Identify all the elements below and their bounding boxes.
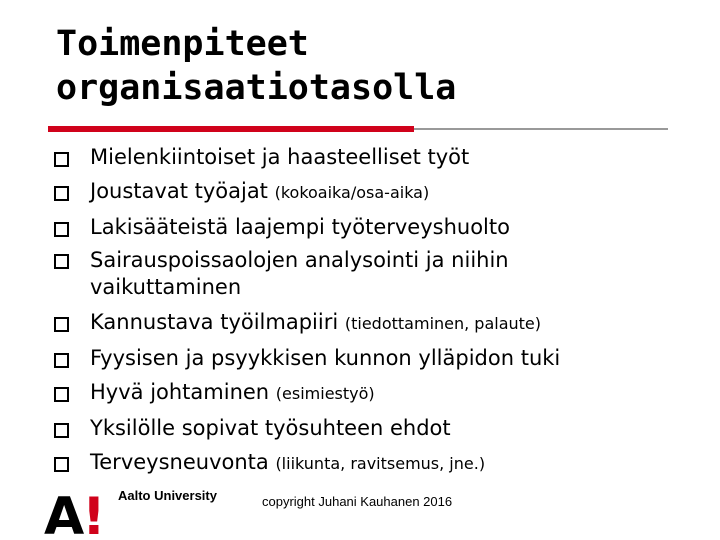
square-bullet-icon [54,353,69,368]
page-title [56,22,616,110]
bullet-item-3 [54,210,694,244]
bullet-text: Joustavat työajat [90,179,275,203]
square-bullet-icon [54,423,69,438]
title-divider-line [414,128,668,130]
bullet-text: Yksilölle sopivat työsuhteen ehdot [90,416,451,440]
title-divider [48,126,668,132]
bullet-note: (esimiestyö) [275,384,375,403]
square-bullet-icon [54,254,69,269]
bullet-item-5 [54,305,694,341]
bullet-item-9 [54,445,694,481]
bullet-item-7 [54,375,694,411]
square-bullet-icon [54,186,69,201]
bullet-note: (tiedottaminen, palaute) [344,314,542,333]
copyright-notice: copyright Juhani Kauhanen 2016 [262,494,453,509]
bullet-text: Mielenkiintoiset ja haasteelliset työt [90,145,470,169]
title-divider-accent [48,126,414,132]
square-bullet-icon [54,317,69,332]
bullet-text: Lakisääteistä laajempi työterveyshuolto [90,215,510,239]
square-bullet-icon [54,152,69,167]
bullet-text: Sairauspoissaolojen analysointi ja niihin [90,248,509,272]
bullet-text-continuation: vaikuttaminen [90,275,242,299]
university-name: Aalto University [118,488,217,503]
bullet-text: Hyvä johtaminen [90,380,276,404]
bullet-list [54,140,694,481]
page-title-line-2: organisaatiotasolla [56,68,457,108]
square-bullet-icon [54,222,69,237]
square-bullet-icon [54,457,69,472]
bullet-text: Terveysneuvonta [90,450,276,474]
slide-footer [0,480,720,540]
aalto-logo-letter: A [44,488,85,536]
page-title-line-1: Toimenpiteet [56,24,309,64]
bullet-note: (kokoaika/osa-aika) [274,183,430,202]
bullet-item-4 [54,244,694,305]
bullet-note: (liikunta, ravitsemus, jne.) [275,454,486,473]
aalto-logo-exclamation: ! [82,488,106,536]
square-bullet-icon [54,387,69,402]
bullet-text: Fyysisen ja psyykkisen kunnon ylläpidon tuki [90,346,561,370]
bullet-text: Kannustava työilmapiiri [90,310,345,334]
bullet-item-6 [54,341,694,375]
bullet-item-2 [54,174,694,210]
aalto-logo-icon [44,488,114,536]
bullet-item-8 [54,411,694,445]
bullet-item-1 [54,140,694,174]
